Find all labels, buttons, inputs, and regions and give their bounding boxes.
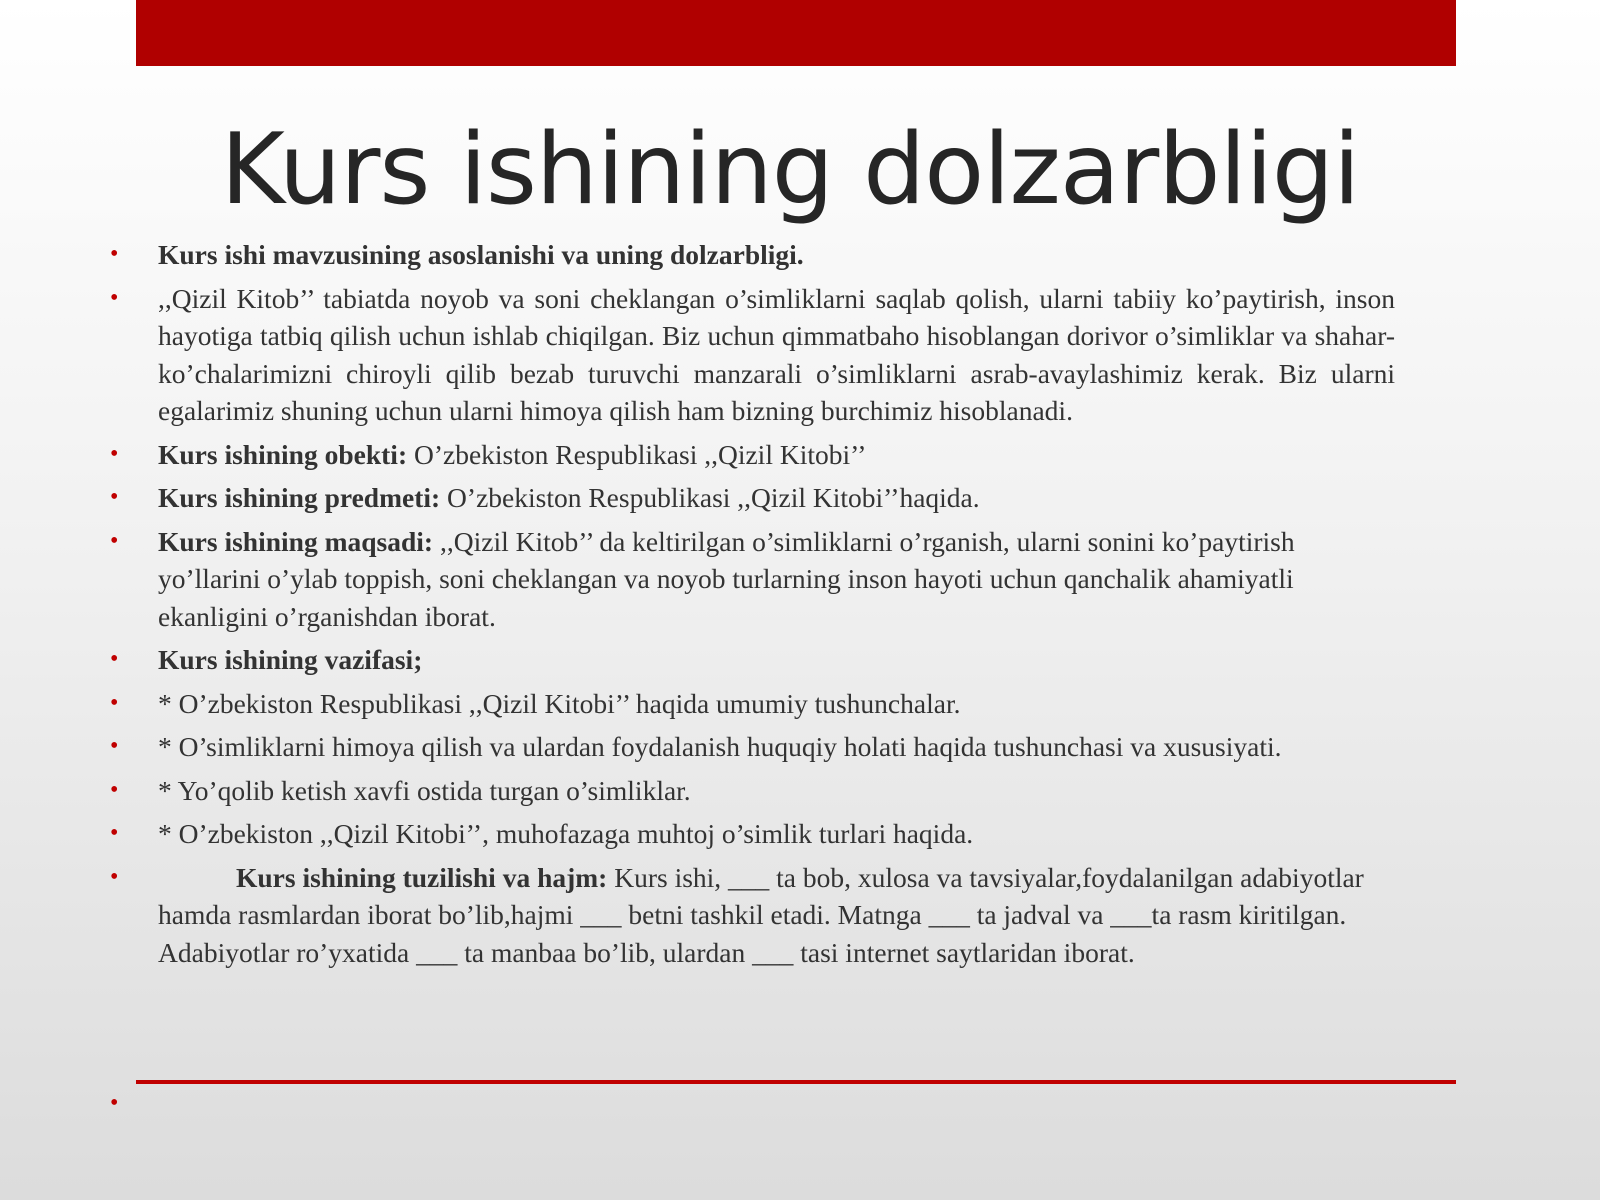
bullet-text: O’zbekiston Respublikasi ,,Qizil Kitobi’’haqida. bbox=[440, 482, 980, 513]
bullet-lead: Kurs ishining vazifasi; bbox=[158, 644, 423, 675]
bullet-item bbox=[0, 236, 1600, 274]
bullet-text: * O’simliklarni himoya qilish va ulardan foydalanish huquqiy holati haqida tushunchasi va xususiyati. bbox=[158, 731, 1282, 762]
slide-title: Kurs ishining dolzarbligi bbox=[220, 113, 1360, 227]
bullet-lead: Kurs ishining maqsadi: bbox=[158, 525, 434, 557]
bullet-text: * Yo’qolib ketish xavfi ostida turgan o’simliklar. bbox=[158, 774, 691, 806]
bullet-item bbox=[0, 859, 1600, 972]
bullet-list bbox=[0, 236, 1600, 977]
bullet-lead: Kurs ishining obekti: bbox=[158, 438, 408, 470]
top-accent-bar bbox=[136, 0, 1456, 66]
bullet-item bbox=[0, 728, 1600, 766]
bullet-text: ,,Qizil Kitob’’ da keltirilgan o’simliklarni o’rganish, ularni sonini ko’paytirish yo’llarini o’ylab toppish, soni cheklangan va noyob turlarning inson hayoti uchun qanchalik ahamiyatli ekanligini o’rganishdan iborat. bbox=[158, 525, 1295, 632]
bullet-lead: Kurs ishining tuzilishi va hajm: bbox=[236, 861, 608, 893]
bullet-text: * O’zbekiston ,,Qizil Kitobi’’, muhofazaga muhtoj o’simlik turlari haqida. bbox=[158, 818, 974, 849]
bullet-item bbox=[0, 641, 1600, 679]
bullet-item bbox=[0, 436, 1600, 474]
bullet-item bbox=[0, 772, 1600, 810]
bullet-item bbox=[0, 685, 1600, 723]
bullet-text: Kurs ishi, ___ ta bob, xulosa va tavsiyalar,foydalanilgan adabiyotlar hamda rasmlardan iborat bo’lib,hajmi ___ betni tashkil etadi. Matnga ___ ta jadval va ___ta rasm kiritilgan. Adabiyotlar ro’yxatida ___ ta manbaa bo’lib, ulardan ___ tasi internet saytlaridan iborat. bbox=[158, 861, 1364, 968]
bullet-lead: Kurs ishi mavzusining asoslanishi va uning dolzarbligi. bbox=[158, 239, 804, 270]
bullet-lead: Kurs ishining predmeti: bbox=[158, 482, 441, 513]
bullet-text: O’zbekiston Respublikasi ,,Qizil Kitobi’’ bbox=[407, 438, 867, 470]
bullet-item bbox=[0, 815, 1600, 853]
bullet-text: ,,Qizil Kitob’’ tabiatda noyob va soni cheklangan o’simliklarni saqlab qolish, ularni tabiiy ko’paytirish, inson hayotiga tatbiq qilish uchun ishlab chiqilgan. Biz uchun qimmatbaho hisoblangan dorivor o’simliklar va shahar-ko’chalarimizni chiroyli qilib bezab turuvchi manzarali o’simliklarni asrab-avaylashimiz kerak. Biz ularni egalarimiz shuning uchun ularni himoya qilish ham bizning burchimiz hisoblanadi. bbox=[158, 282, 1395, 426]
bullet-item bbox=[0, 479, 1600, 517]
empty-bullet-marker: • bbox=[110, 1090, 119, 1116]
bullet-text: * O’zbekiston Respublikasi ,,Qizil Kitobi’’ haqida umumiy tushunchalar. bbox=[158, 687, 961, 719]
bullet-item bbox=[0, 280, 1600, 430]
bullet-item bbox=[0, 523, 1600, 636]
bottom-divider bbox=[136, 1080, 1456, 1084]
